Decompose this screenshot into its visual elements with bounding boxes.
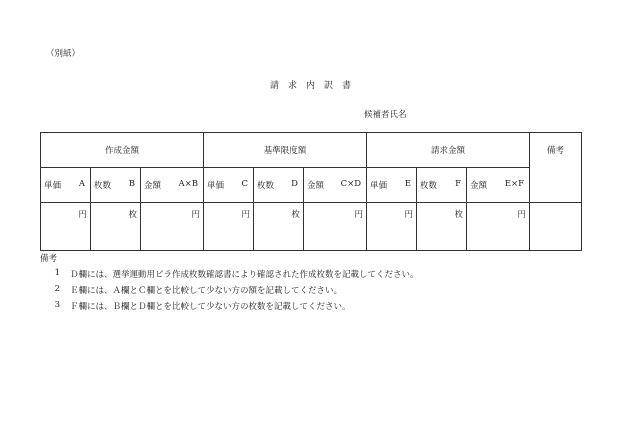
entry-cell[interactable]: 枚 xyxy=(91,203,141,251)
group-header-standard-limit: 基準限度額 xyxy=(204,133,367,168)
notes-section xyxy=(40,252,419,316)
notes-heading: 備考 xyxy=(40,254,58,264)
subheader-cell: 枚数 D xyxy=(254,168,304,203)
subheader-cell: 単価 E xyxy=(367,168,417,203)
note-item xyxy=(40,300,419,312)
entry-cell[interactable]: 枚 xyxy=(417,203,467,251)
subheader-cell: 金額 A×B xyxy=(141,168,204,203)
entry-cell[interactable]: 枚 xyxy=(254,203,304,251)
group-header-claim-amount: 請求金額 xyxy=(367,133,530,168)
table-subheader-row xyxy=(41,168,582,203)
attached-label: （別紙） xyxy=(46,49,81,59)
page-title: 請求内訳書 xyxy=(270,81,361,91)
subheader-cell: 単価 A xyxy=(41,168,91,203)
entry-cell[interactable]: 円 xyxy=(204,203,254,251)
note-text: Ｆ欄には、Ｂ欄とＤ欄とを比較して少ない方の枚数を記載してください。 xyxy=(70,302,351,312)
subheader-cell: 単価 C xyxy=(204,168,254,203)
entry-cell[interactable]: 円 xyxy=(41,203,91,251)
note-text: Ｄ欄には、選挙運動用ビラ作成枚数確認書により確認された作成枚数を記載してください。 xyxy=(70,270,419,280)
candidate-name-label: 候補者氏名 xyxy=(364,110,407,120)
group-header-remarks: 備考 xyxy=(530,133,582,203)
note-item xyxy=(40,284,419,296)
note-number: 2 xyxy=(54,284,60,294)
entry-cell[interactable]: 円 xyxy=(141,203,204,251)
note-number: 1 xyxy=(54,268,60,278)
table-group-header-row xyxy=(41,133,582,168)
note-text: Ｅ欄には、Ａ欄とＣ欄とを比較して少ない方の額を記載してください。 xyxy=(70,286,343,296)
claim-breakdown-table xyxy=(40,132,582,251)
entry-cell[interactable]: 円 xyxy=(304,203,367,251)
group-header-production-amount: 作成金額 xyxy=(41,133,204,168)
remarks-entry-cell[interactable] xyxy=(530,203,582,251)
note-number: 3 xyxy=(54,300,60,310)
subheader-cell: 金額 C×D xyxy=(304,168,367,203)
entry-cell[interactable]: 円 xyxy=(467,203,530,251)
table-entry-row xyxy=(41,203,582,251)
subheader-cell: 枚数 B xyxy=(91,168,141,203)
subheader-cell: 枚数 F xyxy=(417,168,467,203)
entry-cell[interactable]: 円 xyxy=(367,203,417,251)
note-item xyxy=(40,268,419,280)
subheader-cell: 金額 E×F xyxy=(467,168,530,203)
